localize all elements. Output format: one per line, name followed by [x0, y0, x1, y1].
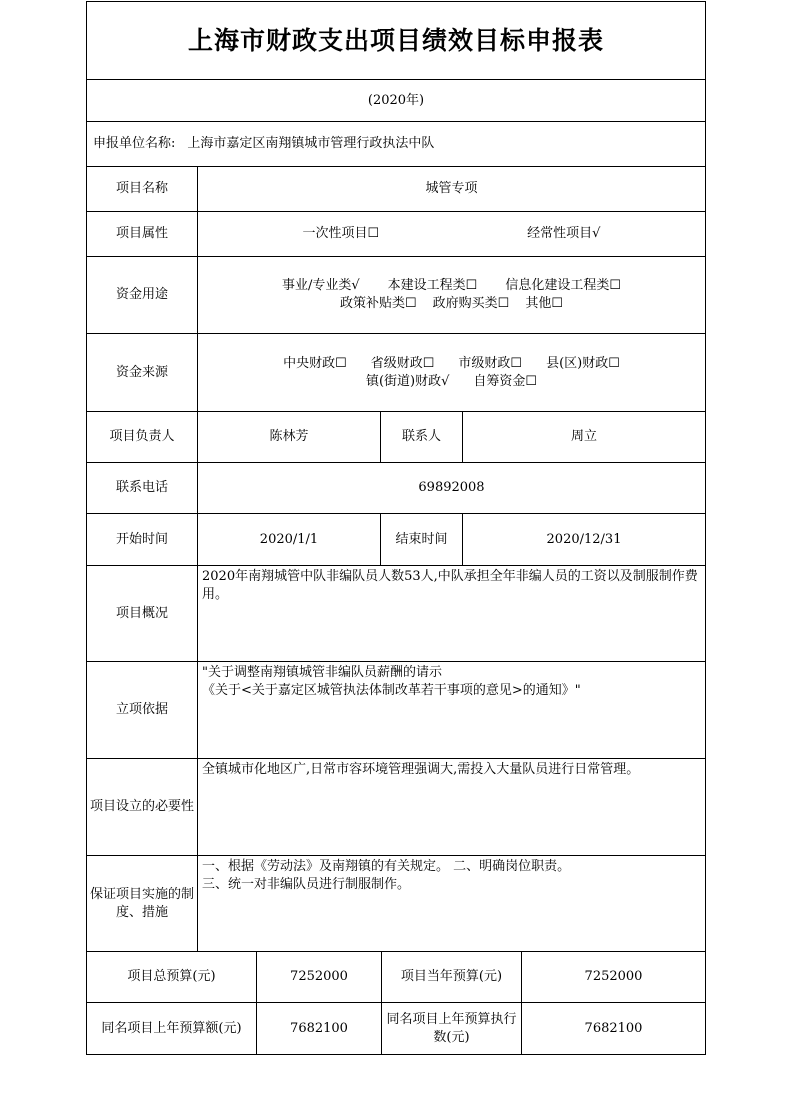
project-name-row — [87, 166, 705, 211]
start-label: 开始时间 — [115, 531, 168, 547]
prev-budget-row — [87, 1002, 705, 1054]
start-value: 2020/1/1 — [197, 514, 380, 565]
fund-source-option: 镇(街道)财政√ — [365, 373, 450, 389]
phone-label: 联系电话 — [115, 480, 168, 495]
measures-label: 保证项目实施的制度、措施 — [90, 886, 195, 920]
fund-use-row — [87, 256, 705, 333]
contact-value: 周立 — [462, 412, 705, 462]
fund-use-option: 事业/专业类√ — [282, 278, 360, 293]
leader-label: 项目负责人 — [109, 429, 175, 444]
overview-value: 2020年南翔城管中队非编队员人数53人,中队承担全年非编人员的工资以及制服制作费用。 — [197, 566, 705, 661]
end-label: 结束时间 — [380, 514, 462, 565]
year-row — [87, 79, 705, 121]
form-title: 上海市财政支出项目绩效目标申报表 — [187, 25, 604, 55]
recurring-option: 经常性项目√ — [527, 226, 601, 241]
contact-label: 联系人 — [380, 412, 462, 462]
unit-row — [87, 121, 705, 166]
one-time-option: 一次性项目☐ — [302, 226, 380, 241]
fund-use-option: 其他☐ — [525, 296, 563, 311]
overview-label: 项目概况 — [115, 605, 168, 621]
fund-use-option: 本建设工程类☐ — [387, 278, 478, 293]
basis-line: "关于调整南翔镇城管非编队员薪酬的请示 — [202, 665, 442, 680]
basis-line: 《关于<关于嘉定区城管执法体制改革若干事项的意见>的通知》" — [202, 683, 581, 698]
phone-value: 69892008 — [197, 463, 705, 513]
fund-source-row — [87, 333, 705, 411]
fund-use-options — [197, 257, 705, 333]
attribute-row — [87, 211, 705, 256]
prev-exec-value: 7682100 — [521, 1003, 705, 1054]
fund-use-label: 资金用途 — [115, 287, 168, 302]
measures-row — [87, 855, 705, 951]
measures-value — [197, 856, 705, 951]
fund-source-label: 资金来源 — [115, 364, 168, 380]
year-budget-value: 7252000 — [521, 952, 705, 1002]
measures-line: 一、根据《劳动法》及南翔镇的有关规定。 二、明确岗位职责。 — [202, 859, 571, 874]
year-budget-label: 项目当年预算(元) — [381, 952, 521, 1002]
budget-row — [87, 951, 705, 1002]
unit-cell — [87, 122, 705, 166]
time-row — [87, 513, 705, 565]
leader-row — [87, 411, 705, 462]
overview-row — [87, 565, 705, 661]
prev-budget-value: 7682100 — [256, 1003, 381, 1054]
project-name-label: 项目名称 — [115, 181, 168, 196]
necessity-value: 全镇城市化地区广,日常市容环境管理强调大,需投入大量队员进行日常管理。 — [197, 759, 705, 855]
basis-row — [87, 661, 705, 758]
basis-value — [197, 662, 705, 758]
necessity-row — [87, 758, 705, 855]
measures-line: 三、统一对非编队员进行制服制作。 — [202, 877, 411, 892]
performance-target-form — [86, 1, 706, 1055]
leader-value: 陈林芳 — [197, 412, 380, 462]
unit-label: 申报单位名称: — [93, 136, 176, 151]
title-row — [87, 2, 705, 79]
fund-source-option: 自筹资金☐ — [473, 373, 538, 389]
project-name-value: 城管专项 — [197, 167, 705, 211]
attribute-label: 项目属性 — [115, 226, 168, 241]
end-value: 2020/12/31 — [462, 514, 705, 565]
unit-value: 上海市嘉定区南翔镇城市管理行政执法中队 — [187, 136, 435, 151]
prev-budget-label: 同名项目上年预算额(元) — [101, 1020, 242, 1036]
fund-source-option: 省级财政☐ — [370, 355, 435, 371]
basis-label: 立项依据 — [115, 702, 168, 717]
prev-exec-label: 同名项目上年预算执行数(元) — [381, 1003, 521, 1054]
phone-row — [87, 462, 705, 513]
form-year: (2020年) — [367, 92, 425, 108]
fund-source-option: 县(区)财政☐ — [546, 355, 620, 371]
fund-source-option: 市级财政☐ — [458, 355, 523, 371]
attribute-options — [197, 212, 705, 256]
fund-use-option: 信息化建设工程类☐ — [505, 278, 621, 293]
fund-source-option: 中央财政☐ — [283, 355, 347, 371]
fund-use-option: 政府购买类☐ — [432, 296, 510, 311]
total-budget-label: 项目总预算(元) — [127, 969, 216, 984]
total-budget-value: 7252000 — [256, 952, 381, 1002]
fund-source-options — [197, 334, 705, 411]
fund-use-option: 政策补贴类☐ — [340, 296, 417, 311]
necessity-label: 项目设立的必要性 — [90, 799, 195, 814]
